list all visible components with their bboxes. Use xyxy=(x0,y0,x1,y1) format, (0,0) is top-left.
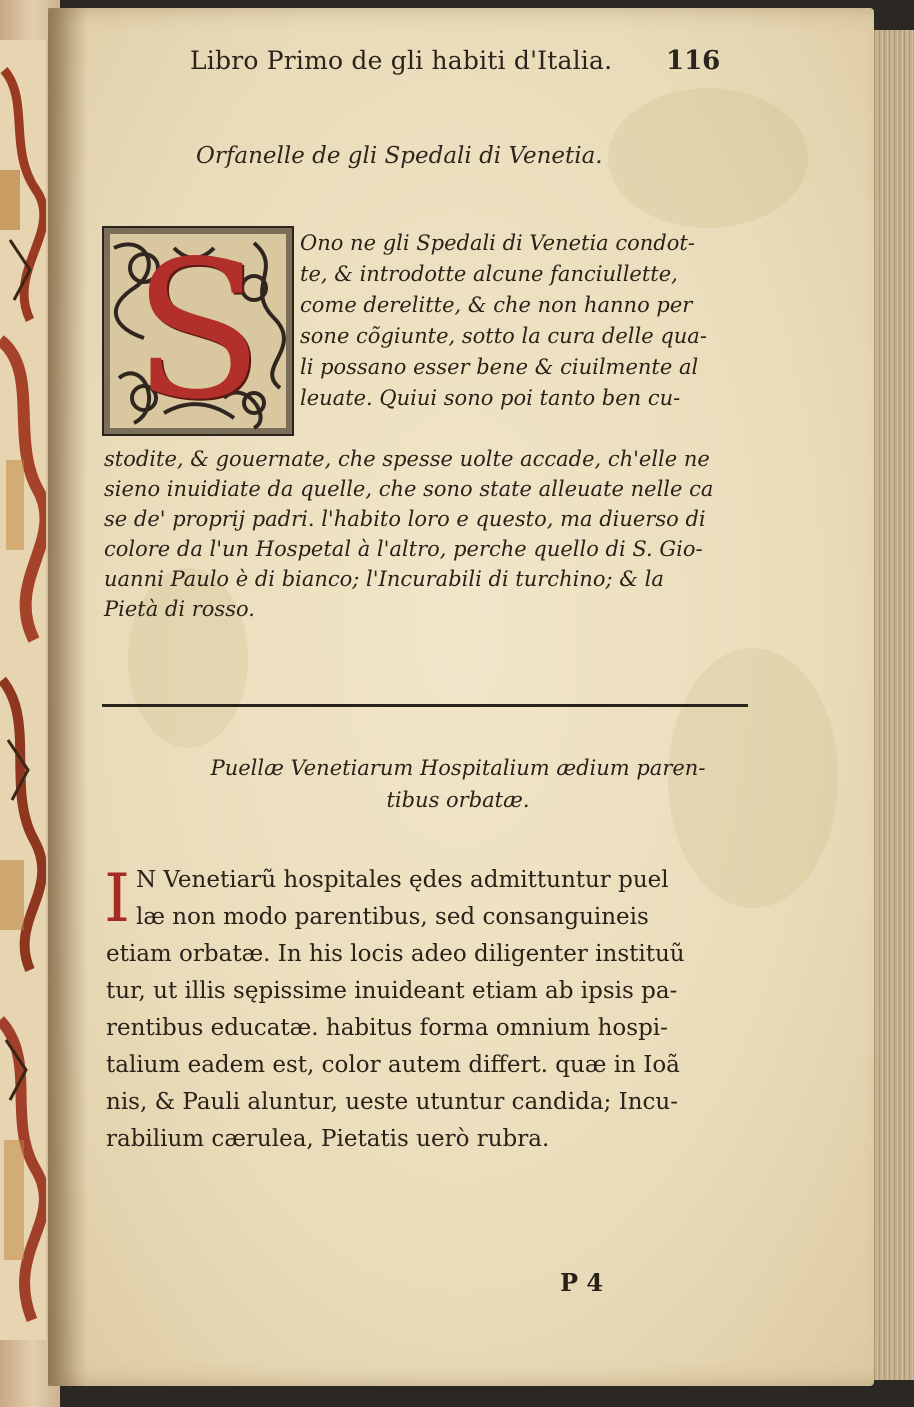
text-line: etiam orbatæ. In his locis adeo diligenter instituũ xyxy=(106,941,685,967)
latin-section-title xyxy=(138,752,778,816)
text-line: uanni Paulo è di bianco; l'Incurabili di turchino; & la xyxy=(104,567,664,591)
text-line: sone cõgiunte, sotto la cura delle qua- xyxy=(300,324,707,348)
text-line: Pietà di rosso. xyxy=(104,597,255,621)
text-line: colore da l'un Hospetal à l'altro, perche quello di S. Gio- xyxy=(104,537,703,561)
text-line: tur, ut illis sępissime inuideant etiam ab ipsis pa- xyxy=(106,978,678,1004)
text-line: li possano esser bene & ciuilmente al xyxy=(300,355,699,379)
text-line: stodite, & gouernate, che spesse uolte accade, ch'elle ne xyxy=(104,447,710,471)
latin-paragraph xyxy=(106,862,786,1158)
text-line: rabilium cærulea, Pietatis uerò rubra. xyxy=(106,1126,550,1152)
running-head: Libro Primo de gli habiti d'Italia. xyxy=(190,46,613,75)
text-line: Ono ne gli Spedali di Venetia condot- xyxy=(300,231,695,255)
text-line: rentibus educatæ. habitus forma omnium hospi- xyxy=(106,1015,668,1041)
text-line: talium eadem est, color autem differt. quæ in Ioã xyxy=(106,1052,680,1078)
text-line: come derelitte, & che non hanno per xyxy=(300,293,693,317)
text-line: sieno inuidiate da quelle, che sono state alleuate nelle ca xyxy=(104,477,714,501)
page-number: 116 xyxy=(666,46,721,76)
text-line: se de' proprij padri. l'habito loro e questo, ma diuerso di xyxy=(104,507,706,531)
text-line: leuate. Quiui sono poi tanto ben cu- xyxy=(300,386,681,410)
italian-paragraph xyxy=(104,444,784,624)
initial-letter: S xyxy=(132,226,264,436)
section-divider-rule xyxy=(102,704,748,707)
book-page xyxy=(48,8,874,1386)
text-line: nis, & Pauli aluntur, ueste utuntur candida; Incu- xyxy=(106,1089,678,1115)
latin-initial: I xyxy=(104,860,131,937)
text-line: N Venetiarũ hospitales ędes admittuntur puel xyxy=(136,867,669,893)
text-line: te, & introdotte alcune fanciullette, xyxy=(300,262,678,286)
italian-section-title: Orfanelle de gli Spedali di Venetia. xyxy=(196,143,603,169)
title-line: Puellæ Venetiarum Hospitalium ædium paren- xyxy=(210,756,706,780)
italian-lines-beside-initial xyxy=(300,228,770,414)
title-line: tibus orbatæ. xyxy=(386,788,530,812)
text-line: læ non modo parentibus, sed consanguineis xyxy=(136,904,649,930)
decorated-initial xyxy=(102,226,294,436)
signature-mark: P 4 xyxy=(560,1268,604,1297)
woodcut-ornament-icon xyxy=(0,40,46,1340)
